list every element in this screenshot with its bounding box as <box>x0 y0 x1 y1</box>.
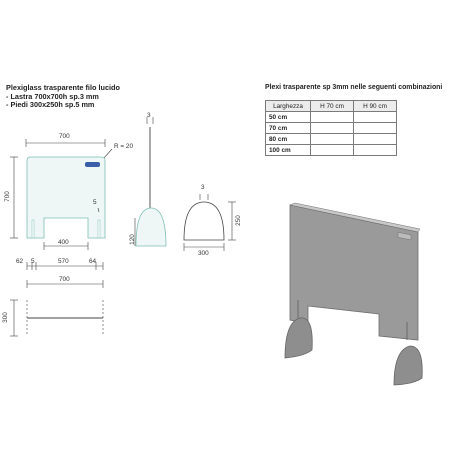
label-foot-width: 300 <box>198 250 209 257</box>
side-view-foot <box>136 208 166 246</box>
row-label: 50 cm <box>266 112 311 123</box>
radius-leader <box>104 149 112 158</box>
label-radius: R = 20 <box>114 143 134 150</box>
label-opening-width: 400 <box>58 239 69 246</box>
render-right-foot <box>394 346 422 385</box>
label-side-thickness: 3 <box>147 112 151 119</box>
logo-badge <box>85 162 100 167</box>
row-label: 80 cm <box>266 134 311 145</box>
right-foot-slot <box>98 220 100 238</box>
table-header-h90: H 90 cm <box>354 101 397 112</box>
foot-front-view <box>184 202 224 240</box>
label-bottom-mid: 570 <box>58 258 69 265</box>
table-header-h70: H 70 cm <box>311 101 354 112</box>
row-label: 70 cm <box>266 123 311 134</box>
label-bottom-left-margin: 62 <box>16 258 24 265</box>
left-header-line1: Plexiglass trasparente filo lucido <box>6 83 120 92</box>
render-left-foot <box>285 318 312 358</box>
right-header-title: Plexi trasparente sp 3mm nelle seguenti combinazioni <box>265 84 443 91</box>
label-panel-width: 700 <box>59 133 70 140</box>
left-header-line2: - Lastra 700x700h sp.3 mm <box>6 91 99 101</box>
table-header-larghezza: Larghezza <box>266 101 311 112</box>
label-bottom-right: 64 <box>89 258 97 265</box>
left-foot-slot <box>32 220 34 238</box>
label-foot-thickness: 3 <box>201 184 205 191</box>
label-bottom-left-slot: 5 <box>31 258 35 265</box>
label-bottom-total: 700 <box>59 276 70 283</box>
front-panel <box>27 157 105 238</box>
label-foot-height: 120 <box>128 234 136 245</box>
label-panel-height: 700 <box>3 191 11 202</box>
left-header-line3: - Piedi 300x250h sp.5 mm <box>6 100 95 110</box>
label-slot-width: 5 <box>93 199 97 206</box>
label-foot-height-total: 250 <box>234 215 242 226</box>
row-label: 100 cm <box>266 145 311 156</box>
label-top-view-depth: 300 <box>1 312 9 323</box>
